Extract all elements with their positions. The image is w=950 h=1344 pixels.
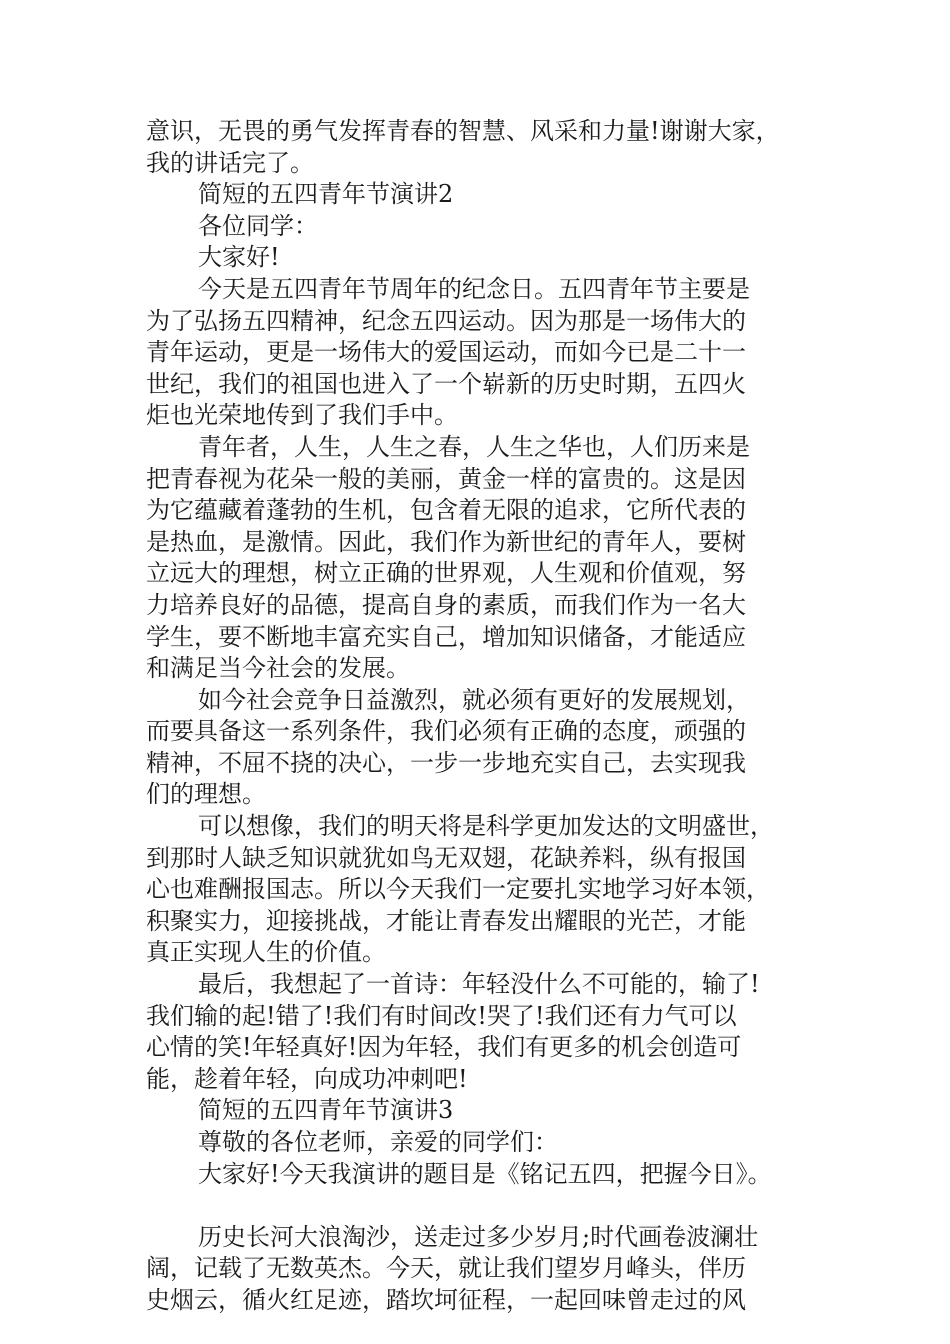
text-line: 立远大的理想，树立正确的世界观，人生观和价值观，努 [146, 559, 746, 588]
text-line: 是热血，是激情。因此，我们作为新世纪的青年人，要树 [146, 527, 746, 556]
text-line: 能，趁着年轻，向成功冲刺吧! [146, 1064, 468, 1093]
text-line: 真正实现人生的价值。 [146, 938, 386, 967]
blank-line [146, 1190, 810, 1222]
text-line: 为了弘扬五四精神，纪念五四运动。因为那是一场伟大的 [146, 306, 746, 335]
text-line: 世纪，我们的祖国也进入了一个崭新的历史时期，五四火 [146, 369, 746, 398]
text-line: 到那时人缺乏知识就犹如鸟无双翅，花缺养料，纵有报国 [146, 843, 746, 872]
text-line: 简短的五四青年节演讲3 [198, 1096, 454, 1125]
text-line: 炬也光荣地传到了我们手中。 [146, 401, 458, 430]
text-line: 意识，无畏的勇气发挥青春的智慧、风采和力量!谢谢大家， [146, 117, 780, 145]
text-line: 简短的五四青年节演讲2 [198, 180, 454, 209]
text-line: 史烟云，循火红足迹，踏坎坷征程，一起回味曾走过的风 [146, 1285, 746, 1314]
text-line: 各位同学： [198, 211, 318, 240]
text-line: 如今社会竞争日益激烈，就必须有更好的发展规划， [198, 685, 750, 714]
text-line: 心情的笑!年轻真好!因为年轻，我们有更多的机会创造可 [146, 1033, 742, 1062]
document-body [146, 116, 810, 1317]
text-line: 可以想像，我们的明天将是科学更加发达的文明盛世， [198, 812, 774, 841]
text-line: 大家好!今天我演讲的题目是《铭记五四，把握今日》。 [198, 1159, 772, 1188]
text-line: 最后，我想起了一首诗：年轻没什么不可能的，输了! [198, 970, 760, 999]
text-line: 阔，记载了无数英杰。今天，就让我们望岁月峰头，伴历 [146, 1254, 746, 1283]
text-line: 历史长河大浪淘沙，送走过多少岁月;时代画卷波澜壮 [198, 1222, 759, 1251]
text-line: 尊敬的各位老师，亲爱的同学们： [198, 1128, 558, 1156]
text-line: 我的讲话完了。 [146, 148, 314, 177]
text-line: 们的理想。 [146, 780, 266, 809]
text-line: 把青春视为花朵一般的美丽，黄金一样的富贵的。这是因 [146, 464, 746, 493]
text-line: 而要具备这一系列条件，我们必须有正确的态度，顽强的 [146, 717, 746, 746]
text-line: 心也难酬报国志。所以今天我们一定要扎实地学习好本领， [146, 875, 770, 904]
text-line: 积聚实力，迎接挑战，才能让青春发出耀眼的光芒，才能 [146, 906, 746, 935]
text-line: 学生，要不断地丰富充实自己，增加知识储备，才能适应 [146, 622, 746, 651]
text-line: 今天是五四青年节周年的纪念日。五四青年节主要是 [198, 274, 750, 303]
text-line: 青年者，人生，人生之春，人生之华也，人们历来是 [198, 432, 750, 461]
text-line: 大家好! [198, 243, 280, 272]
text-line: 精神，不屈不挠的决心，一步一步地充实自己，去实现我 [146, 748, 746, 777]
text-line: 为它蕴藏着蓬勃的生机，包含着无限的追求，它所代表的 [146, 496, 746, 525]
text-line: 和满足当今社会的发展。 [146, 654, 410, 683]
text-line: 青年运动，更是一场伟大的爱国运动，而如今已是二十一 [146, 338, 746, 367]
text-line: 我们输的起!错了!我们有时间改!哭了!我们还有力气可以 [146, 1001, 737, 1030]
text-line: 力培养良好的品德，提高自身的素质，而我们作为一名大 [146, 590, 746, 619]
